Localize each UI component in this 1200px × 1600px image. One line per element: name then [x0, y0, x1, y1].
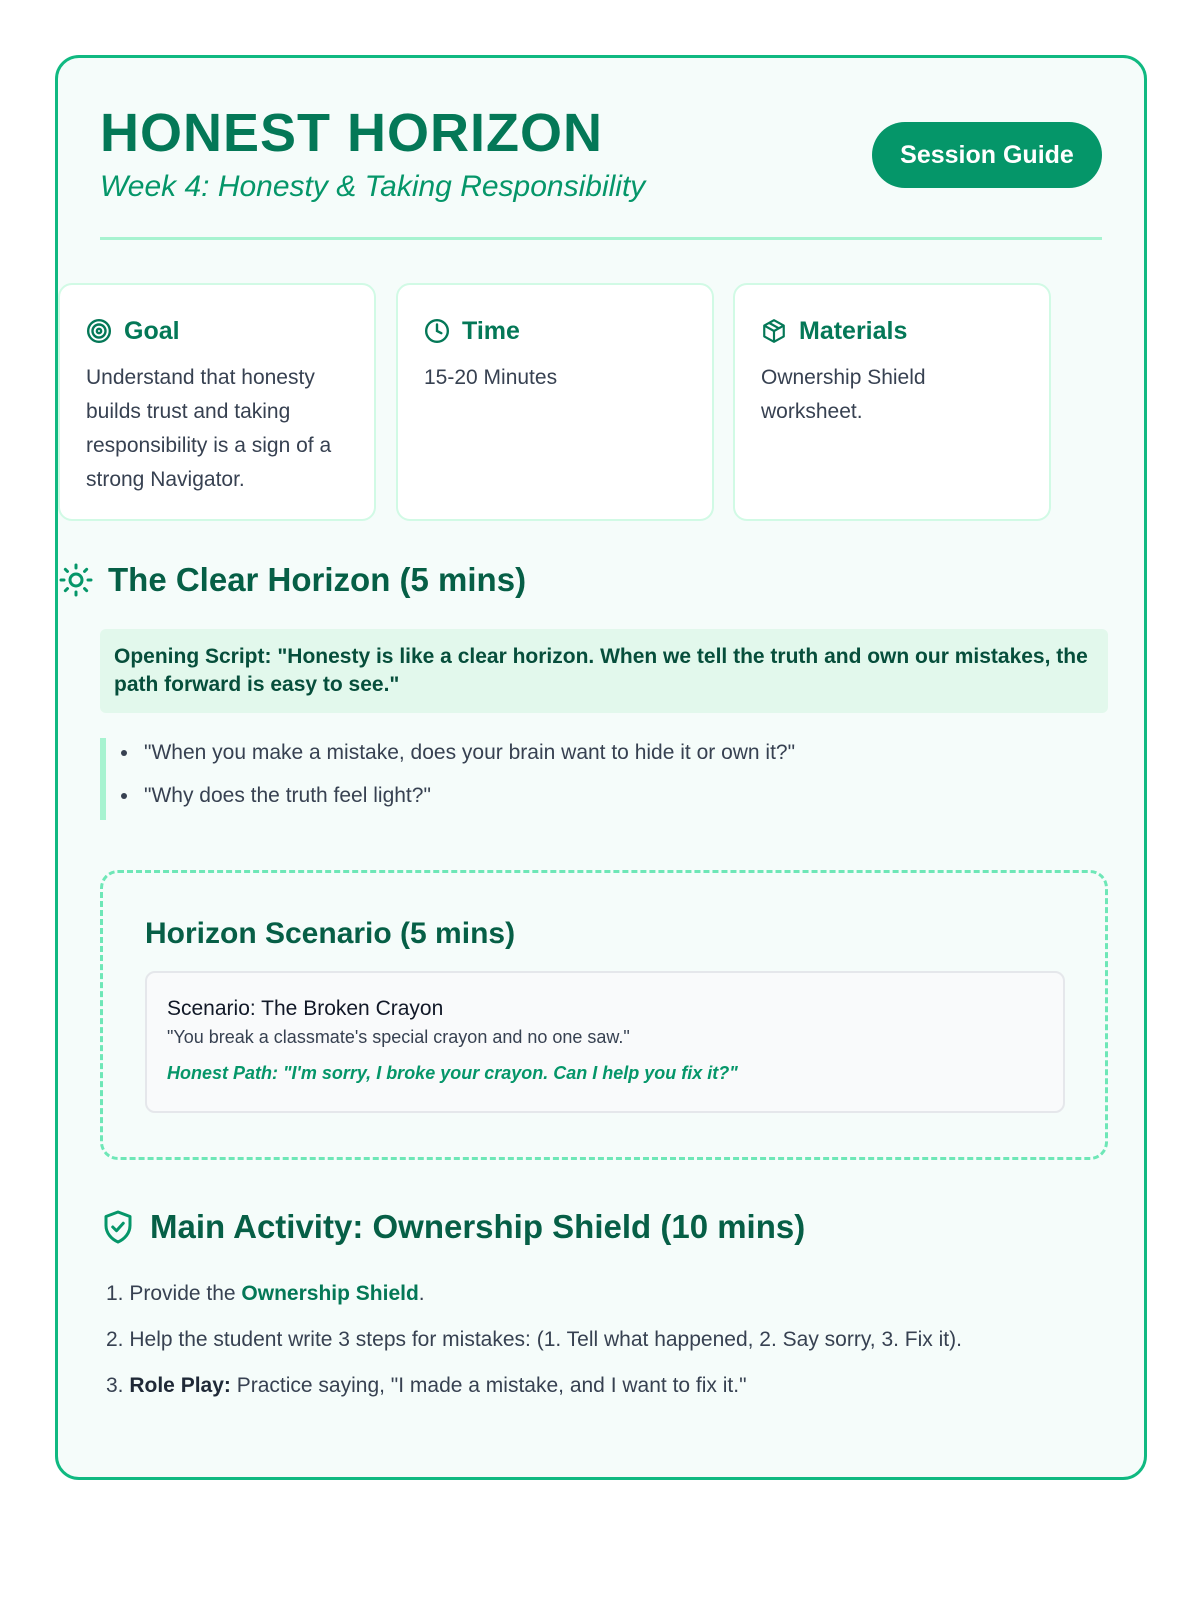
materials-card-header [761, 313, 1023, 349]
page-subtitle: Week 4: Honesty & Taking Responsibility [100, 170, 646, 203]
step-text: 3. [106, 1374, 130, 1397]
time-card [396, 283, 714, 521]
goal-card-text: Understand that honesty builds trust and taking responsibility is a sign of a strong Navigator. [86, 366, 332, 491]
step-text: Practice saying, "I made a mistake, and I want to fix it." [230, 1374, 747, 1397]
step-text: 1. Provide the [106, 1282, 242, 1305]
clear-horizon-title: The Clear Horizon (5 mins) [108, 561, 527, 598]
box-icon [761, 318, 787, 344]
goal-card [58, 283, 376, 521]
main-activity-heading [100, 1208, 805, 1246]
ownership-shield-highlight: Ownership Shield [241, 1282, 419, 1305]
materials-card-title: Materials [799, 316, 908, 345]
role-play-label: Role Play: [129, 1374, 231, 1397]
time-card-text: 15-20 Minutes [424, 366, 558, 389]
shield-check-icon [100, 1209, 136, 1245]
list-item: 2. Help the student write 3 steps for mistakes: (1. Tell what happened, 2. Say sorry, 3. Fix it). [106, 1328, 962, 1351]
scenario-box [100, 870, 1108, 1160]
page-title: HONEST HORIZON [100, 103, 604, 163]
question-list [100, 738, 1108, 820]
scenario-title: Horizon Scenario (5 mins) [145, 917, 516, 950]
info-cards [58, 283, 1066, 521]
materials-card [733, 283, 1051, 521]
clock-icon [424, 318, 450, 344]
time-card-title: Time [462, 316, 520, 345]
session-guide-button[interactable]: Session Guide [872, 122, 1102, 188]
target-icon [86, 318, 112, 344]
activity-steps [106, 1280, 1106, 1418]
step-text: . [418, 1282, 425, 1305]
opening-script: Opening Script: "Honesty is like a clear horizon. When we tell the truth and own our mistakes, the path forward is easy to see." [100, 629, 1108, 713]
goal-card-header [86, 313, 348, 349]
list-item: • "When you make a mistake, does your brain want to hide it or own it?" [140, 742, 1108, 764]
materials-card-text: Ownership Shield worksheet. [761, 366, 926, 423]
list-item: • "Why does the truth feel light?" [140, 785, 1108, 807]
scenario-quote: "You break a classmate's special crayon and no one saw." [167, 1027, 630, 1047]
sun-icon [58, 562, 94, 598]
time-card-header [424, 313, 686, 349]
list-item [106, 1280, 1106, 1308]
scenario-name: Scenario: The Broken Crayon [167, 997, 444, 1020]
card-header [100, 58, 1102, 240]
scenario-card [145, 971, 1065, 1113]
goal-card-title: Goal [124, 316, 180, 345]
clear-horizon-heading [58, 561, 526, 599]
honest-path: Honest Path: "I'm sorry, I broke your crayon. Can I help you fix it?" [167, 1063, 738, 1083]
list-item [106, 1372, 1106, 1400]
session-card [55, 55, 1147, 1480]
main-activity-title: Main Activity: Ownership Shield (10 mins) [150, 1208, 806, 1245]
